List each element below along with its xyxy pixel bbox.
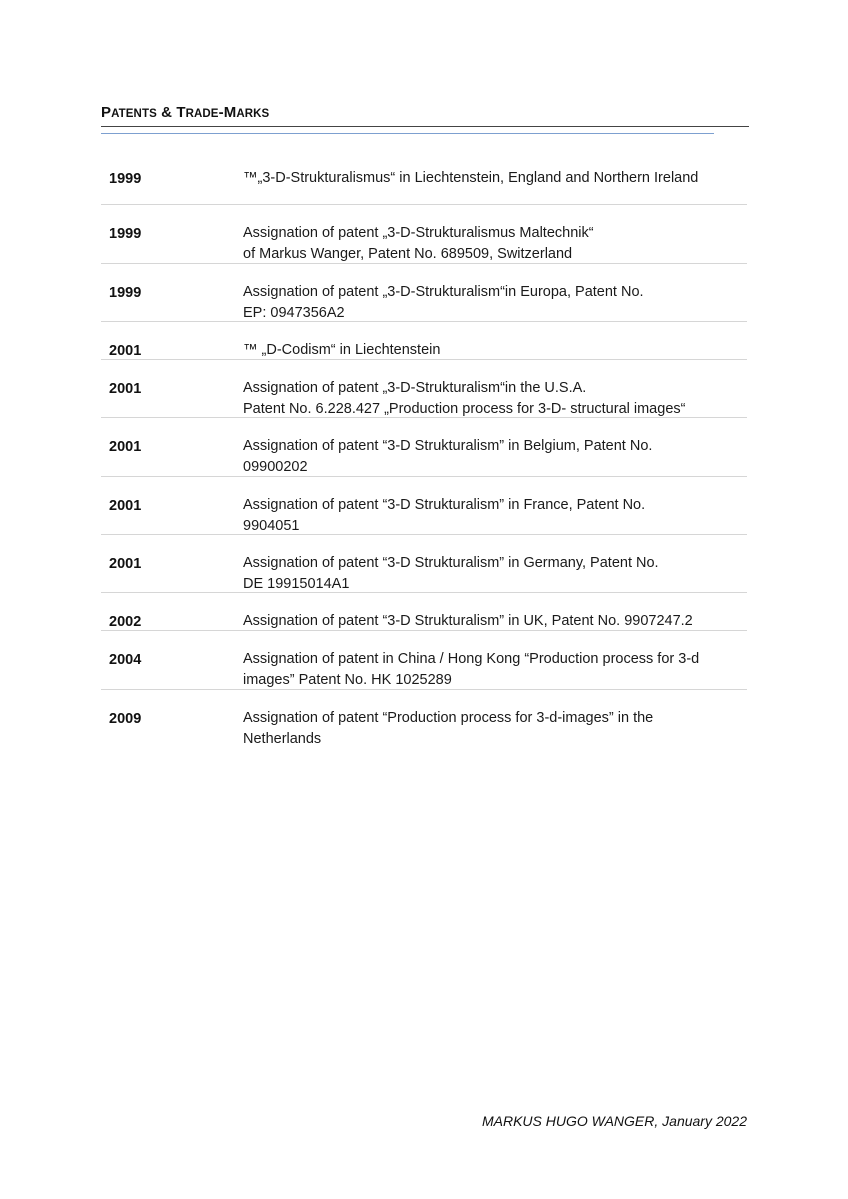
table-row — [101, 264, 747, 322]
description-cell: ™ „D-Codism“ in Liechtenstein — [243, 342, 441, 358]
year-cell: 1999 — [109, 171, 142, 187]
description-cell: Assignation of patent “3-D Strukturalism” in UK, Patent No. 9907247.2 — [243, 613, 693, 629]
year-cell: 1999 — [109, 226, 142, 242]
year-cell: 2001 — [109, 381, 142, 397]
page-footer: MARKUS HUGO WANGER, January 2022 — [481, 1113, 747, 1129]
description-cell: Assignation of patent “3-D Strukturalism” in Belgium, Patent No. 09900202 — [243, 438, 653, 475]
year-cell: 2009 — [109, 711, 142, 727]
heading-rule — [101, 126, 749, 127]
year-cell: 2001 — [109, 498, 142, 514]
year-cell: 1999 — [109, 285, 142, 301]
year-cell: 2001 — [109, 556, 142, 572]
table-row — [101, 631, 747, 690]
description-cell: ™„3-D-Strukturalismus“ in Liechtenstein, England and Northern Ireland — [243, 170, 699, 186]
description-cell: Assignation of patent “Production process for 3-d-images” in the Netherlands — [243, 710, 654, 747]
year-cell: 2002 — [109, 614, 142, 630]
heading-letter: M — [223, 104, 237, 121]
description-cell: Assignation of patent in China / Hong Kong “Production process for 3-d images” Patent No. HK 1025289 — [243, 651, 700, 688]
heading-part: ARKS — [236, 108, 270, 120]
heading-letter: P — [101, 104, 112, 121]
table-row — [101, 360, 747, 418]
year-cell: 2001 — [109, 439, 142, 455]
heading-accent-rule — [101, 133, 714, 134]
heading-part: ATENTS — [111, 108, 157, 120]
year-cell: 2004 — [109, 652, 142, 668]
table-row — [101, 690, 747, 748]
table-row — [101, 322, 747, 360]
heading-letter: T — [176, 104, 186, 121]
description-cell: Assignation of patent „3-D-Strukturalismus Maltechnik“ of Markus Wanger, Patent No. 689509, Switzerland — [243, 225, 594, 262]
year-cell: 2001 — [109, 343, 142, 359]
description-cell: Assignation of patent “3-D Strukturalism” in France, Patent No. 9904051 — [243, 497, 646, 534]
description-cell: Assignation of patent „3-D-Strukturalism“in Europa, Patent No. EP: 0947356A2 — [243, 284, 644, 321]
heading-part: - — [218, 104, 224, 121]
table-row — [101, 205, 747, 264]
table-row — [101, 150, 747, 205]
heading-part: RADE — [185, 108, 219, 120]
patents-table — [101, 150, 747, 748]
description-cell: Assignation of patent „3-D-Strukturalism“in the U.S.A. Patent No. 6.228.427 „Production process for 3-D- structural images“ — [243, 380, 686, 417]
table-row — [101, 535, 747, 593]
section-heading — [101, 104, 269, 121]
table-row — [101, 477, 747, 535]
heading-part: & — [156, 104, 177, 121]
description-cell: Assignation of patent “3-D Strukturalism” in Germany, Patent No. DE 19915014A1 — [243, 555, 659, 592]
table-row — [101, 593, 747, 631]
table-row — [101, 418, 747, 477]
